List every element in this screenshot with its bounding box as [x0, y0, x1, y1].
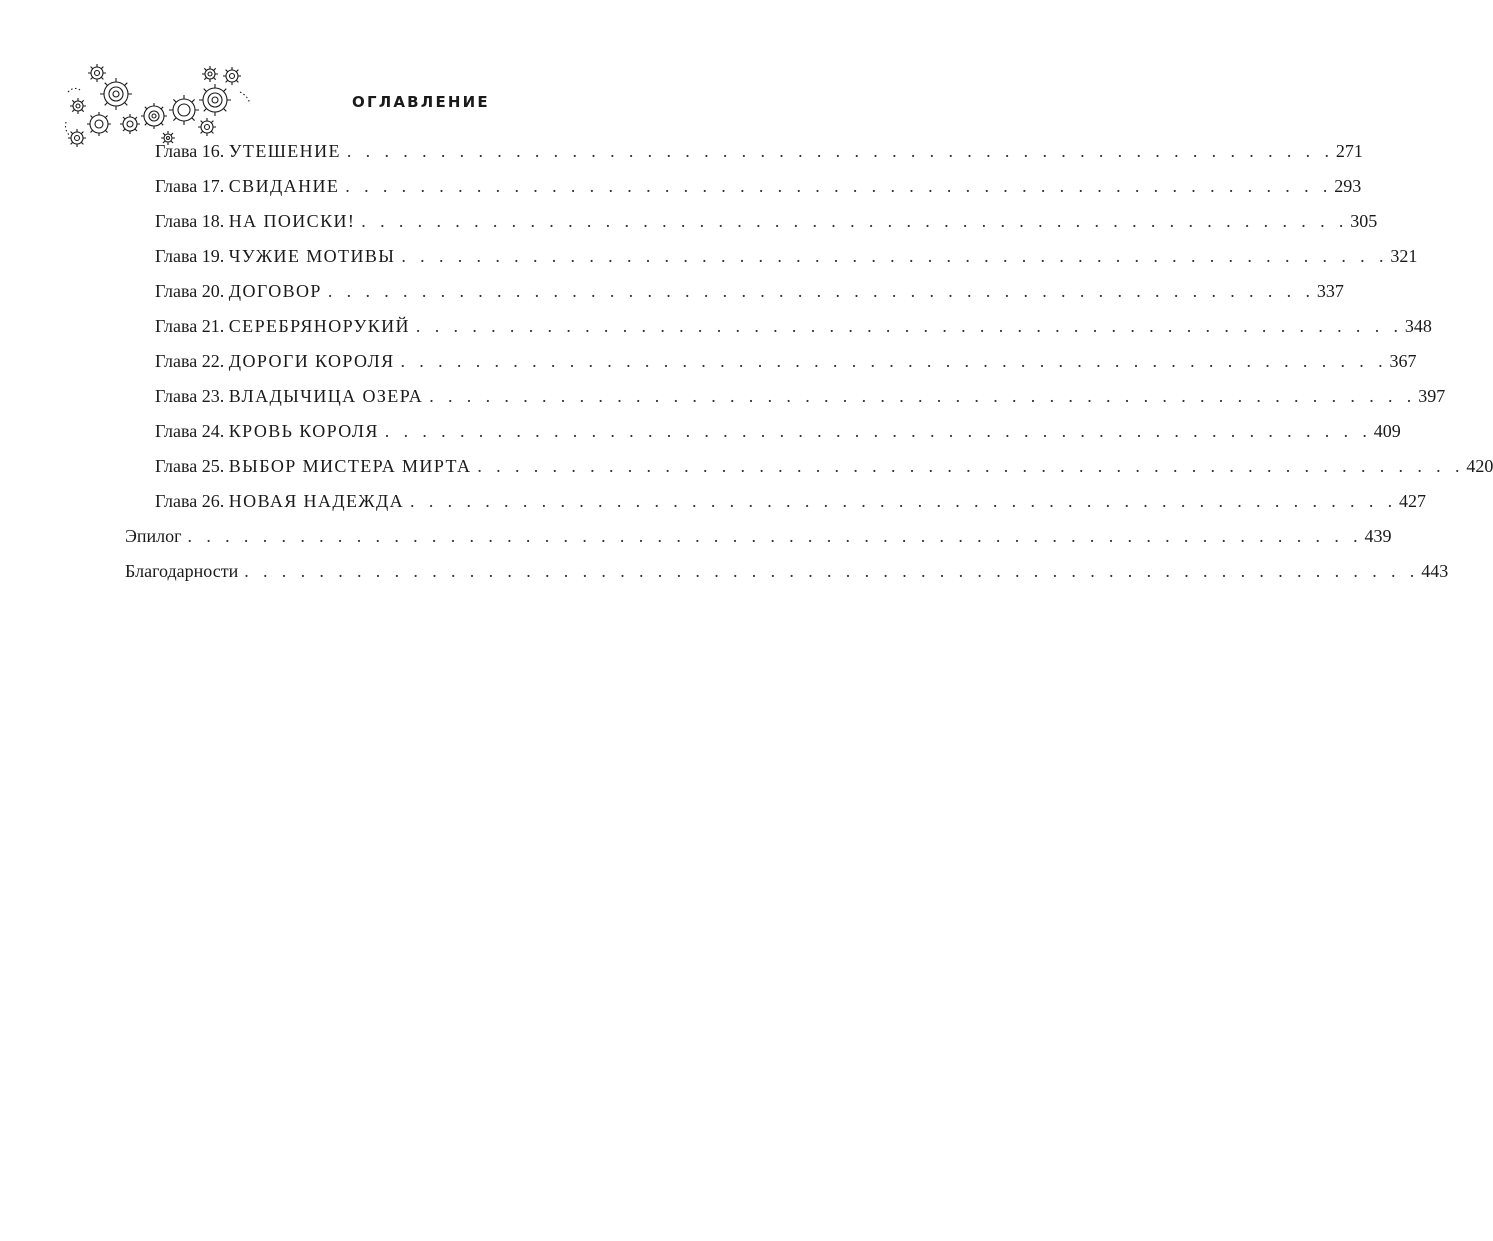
chapter-title: ДОРОГИ КОРОЛЯ — [228, 351, 395, 371]
toc-entry — [155, 137, 1363, 165]
toc-entry — [155, 312, 1432, 340]
gear-icon — [202, 66, 218, 82]
dot-leader: . . . . . . . . . . . . . . . . . . . . . . . . . . . . . . . . . . . . . . . . . . . . . . . . . . . . . — [415, 316, 1403, 336]
toc-entry — [155, 207, 1378, 235]
dot-leader: . . . . . . . . . . . . . . . . . . . . . . . . . . . . . . . . . . . . . . . . . . . . . . . . . . . . . — [327, 281, 1315, 301]
page-number: 409 — [1373, 421, 1401, 441]
chapter-title: ВЛАДЫЧИЦА ОЗЕРА — [228, 386, 424, 406]
chapter-title: УТЕШЕНИЕ — [228, 141, 341, 161]
gear-icon — [223, 67, 241, 85]
gear-icon — [70, 98, 86, 114]
gear-icon — [199, 84, 231, 116]
chapter-number: Глава 22. — [155, 351, 229, 371]
dot-leader: . . . . . . . . . . . . . . . . . . . . . . . . . . . . . . . . . . . . . . . . . . . . . . . . . . . . . — [401, 246, 1389, 266]
page-number: 348 — [1404, 316, 1432, 336]
gear-icon — [141, 103, 167, 129]
page-number: 397 — [1418, 386, 1446, 406]
gear-icon — [100, 78, 132, 110]
dot-leader: . . . . . . . . . . . . . . . . . . . . . . . . . . . . . . . . . . . . . . . . . . . . . . . . . . . . . — [400, 351, 1388, 371]
chapter-number: Глава 24. — [155, 421, 229, 441]
page-number: 420 — [1466, 456, 1493, 476]
chapter-title: ВЫБОР МИСТЕРА МИРТА — [228, 456, 472, 476]
chapter-title: ЧУЖИЕ МОТИВЫ — [228, 246, 396, 266]
chapter-title: ДОГОВОР — [228, 281, 322, 301]
dot-leader: . . . . . . . . . . . . . . . . . . . . . . . . . . . . . . . . . . . . . . . . . . . . . . . . . . . . . . . . . . . . . . . — [244, 561, 1420, 581]
dot-leader: . . . . . . . . . . . . . . . . . . . . . . . . . . . . . . . . . . . . . . . . . . . . . . . . . . . . . — [477, 456, 1465, 476]
chapter-title: КРОВЬ КОРОЛЯ — [228, 421, 379, 441]
chapter-number: Глава 19. — [155, 246, 229, 266]
chapter-number: Глава 25. — [155, 456, 229, 476]
chapter-title: НОВАЯ НАДЕЖДА — [228, 491, 405, 511]
toc-entry — [155, 347, 1417, 375]
dot-leader: . . . . . . . . . . . . . . . . . . . . . . . . . . . . . . . . . . . . . . . . . . . . . . . . . . . . . — [384, 421, 1372, 441]
page-number: 439 — [1364, 526, 1392, 546]
toc-entry — [155, 452, 1493, 480]
chapter-number: Глава 16. — [155, 141, 229, 161]
page-number: 443 — [1421, 561, 1449, 581]
chapter-title: СВИДАНИЕ — [228, 176, 340, 196]
dot-leader: . . . . . . . . . . . . . . . . . . . . . . . . . . . . . . . . . . . . . . . . . . . . . . . . . . . . . — [345, 176, 1333, 196]
page-number: 321 — [1390, 246, 1418, 266]
toc-entry — [155, 172, 1362, 200]
acknowledgements-title: Благодарности — [125, 561, 239, 581]
toc-entry — [155, 277, 1344, 305]
toc-entry — [155, 242, 1418, 270]
chapter-number: Глава 20. — [155, 281, 229, 301]
gear-icon — [87, 112, 111, 136]
toc-entry — [155, 417, 1401, 445]
page-number: 305 — [1350, 211, 1378, 231]
chapter-title: НА ПОИСКИ! — [228, 211, 356, 231]
chapter-number: Глава 21. — [155, 316, 229, 336]
toc-entry — [155, 487, 1427, 515]
chapter-number: Глава 26. — [155, 491, 229, 511]
dot-leader: . . . . . . . . . . . . . . . . . . . . . . . . . . . . . . . . . . . . . . . . . . . . . . . . . . . . . . . . . . . . . . . — [187, 526, 1363, 546]
gear-icon — [169, 95, 199, 125]
dot-leader: . . . . . . . . . . . . . . . . . . . . . . . . . . . . . . . . . . . . . . . . . . . . . . . . . . . . . — [346, 141, 1334, 161]
chapter-number: Глава 23. — [155, 386, 229, 406]
page-title: ОГЛАВЛЕНИЕ — [352, 93, 490, 111]
dot-leader: . . . . . . . . . . . . . . . . . . . . . . . . . . . . . . . . . . . . . . . . . . . . . . . . . . . . . — [429, 386, 1417, 406]
dot-leader: . . . . . . . . . . . . . . . . . . . . . . . . . . . . . . . . . . . . . . . . . . . . . . . . . . . . . — [361, 211, 1349, 231]
page-number: 271 — [1335, 141, 1363, 161]
gear-icon — [120, 114, 140, 134]
toc-entry — [155, 382, 1446, 410]
epilogue-title: Эпилог — [125, 526, 182, 546]
toc-entry-acknowledgements — [125, 557, 1449, 585]
chapter-number: Глава 17. — [155, 176, 229, 196]
page-number: 337 — [1316, 281, 1344, 301]
gear-icon — [68, 129, 86, 147]
gear-icon — [88, 64, 106, 82]
page-number: 367 — [1389, 351, 1417, 371]
page-number: 427 — [1399, 491, 1427, 511]
chapter-title: СЕРЕБРЯНОРУКИЙ — [228, 316, 410, 336]
dot-leader: . . . . . . . . . . . . . . . . . . . . . . . . . . . . . . . . . . . . . . . . . . . . . . . . . . . . . — [410, 491, 1398, 511]
chapter-number: Глава 18. — [155, 211, 229, 231]
gear-icon — [198, 118, 216, 136]
toc-entry-epilogue — [125, 522, 1392, 550]
page-number: 293 — [1334, 176, 1362, 196]
